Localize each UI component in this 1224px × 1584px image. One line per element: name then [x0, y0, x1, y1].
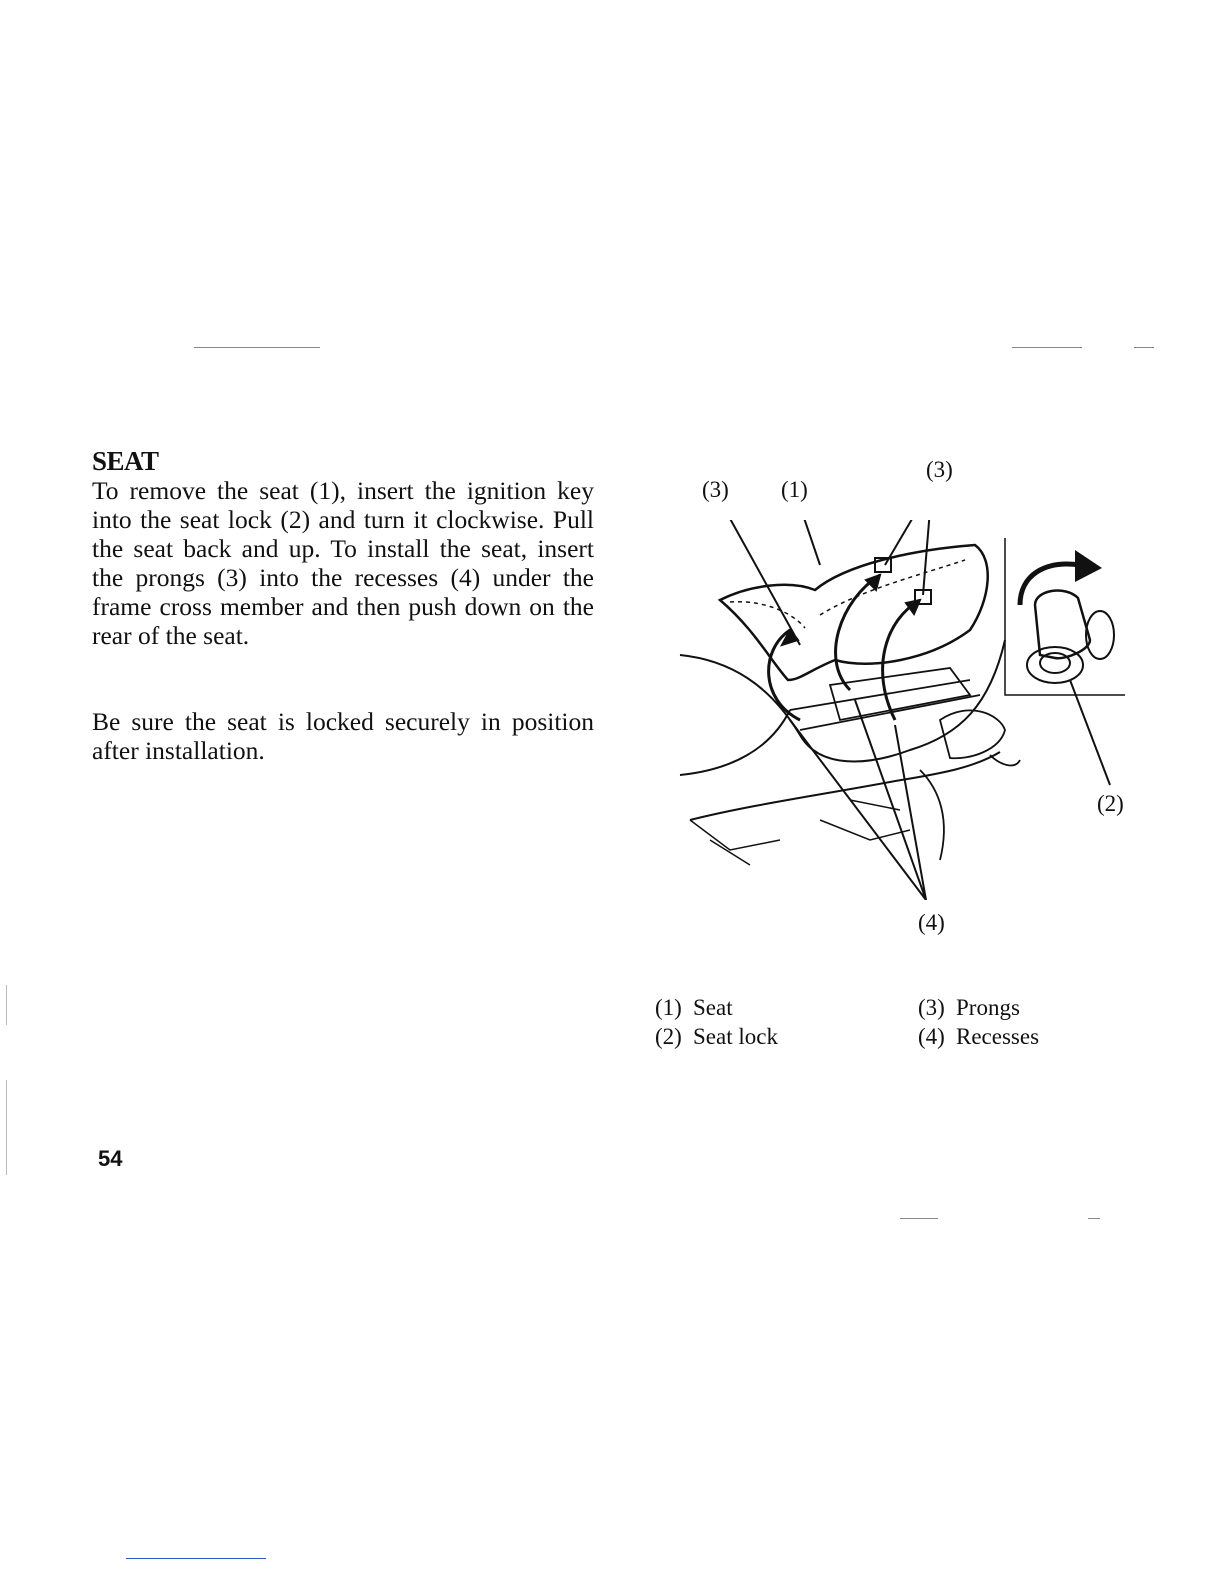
- callout-prongs-right: (3): [926, 457, 953, 482]
- footer-rule-right: [1088, 1218, 1100, 1219]
- legend-item-prongs: [918, 993, 1020, 1022]
- callout-seat-lock: (2): [1097, 791, 1124, 816]
- callout-recesses: (4): [918, 910, 945, 935]
- header-rule-left: [194, 347, 320, 348]
- legend-label: Seat lock: [693, 1024, 778, 1049]
- frame-detail: [690, 800, 910, 865]
- legend-number: (1): [655, 995, 682, 1020]
- leader-recesses-a: [790, 720, 926, 900]
- leader-recesses-b: [855, 700, 926, 900]
- turn-arrow: [1020, 564, 1080, 605]
- bottom-link-rule: [126, 1558, 266, 1559]
- rear-wheel-hint: [920, 770, 944, 860]
- legend-number: (4): [918, 1024, 945, 1049]
- footer-rule-mid: [900, 1218, 938, 1219]
- header-rule-far-right: [1134, 347, 1154, 348]
- leader-prongs-left: [728, 520, 800, 645]
- callout-seat: (1): [781, 477, 808, 502]
- instruction-paragraph: To remove the seat (1), insert the ignition key into the seat lock (2) and turn it clockwise. Pull the seat back and up. To install the seat, insert the prongs (3) into the recesses (4) under the frame cross member and then push down on the rear of the seat.: [92, 476, 594, 650]
- callout-prongs-left: (3): [702, 477, 729, 502]
- margin-mark-2: [6, 1080, 7, 1175]
- leader-seat: [803, 520, 820, 565]
- key-ring: [1086, 611, 1114, 659]
- legend-item-seat-lock: [655, 1022, 778, 1051]
- frame-cross-member: [790, 668, 980, 730]
- legend-item-seat: [655, 993, 733, 1022]
- install-arrow-right-head: [906, 600, 920, 614]
- legend-label: Seat: [693, 995, 733, 1020]
- legend-label: Prongs: [956, 995, 1020, 1020]
- legend-item-recesses: [918, 1022, 1039, 1051]
- leader-recesses-c: [895, 725, 926, 900]
- header-rule-right: [1012, 347, 1082, 348]
- legend-label: Recesses: [956, 1024, 1040, 1049]
- margin-mark-1: [6, 985, 7, 1025]
- rear-frame-outline: [680, 710, 1000, 820]
- turn-arrow-head: [1075, 550, 1102, 582]
- install-arrow-mid: [836, 575, 880, 690]
- legend-number: (2): [655, 1024, 682, 1049]
- legend-number: (3): [918, 995, 945, 1020]
- page-number: 54: [98, 1146, 123, 1171]
- exhaust-muffler: [940, 710, 1020, 765]
- caution-paragraph: Be sure the seat is locked securely in position after installation.: [92, 707, 594, 765]
- seat-removal-illustration: [670, 520, 1130, 900]
- section-title: SEAT: [92, 446, 159, 476]
- leader-prongs-right-b: [923, 520, 932, 595]
